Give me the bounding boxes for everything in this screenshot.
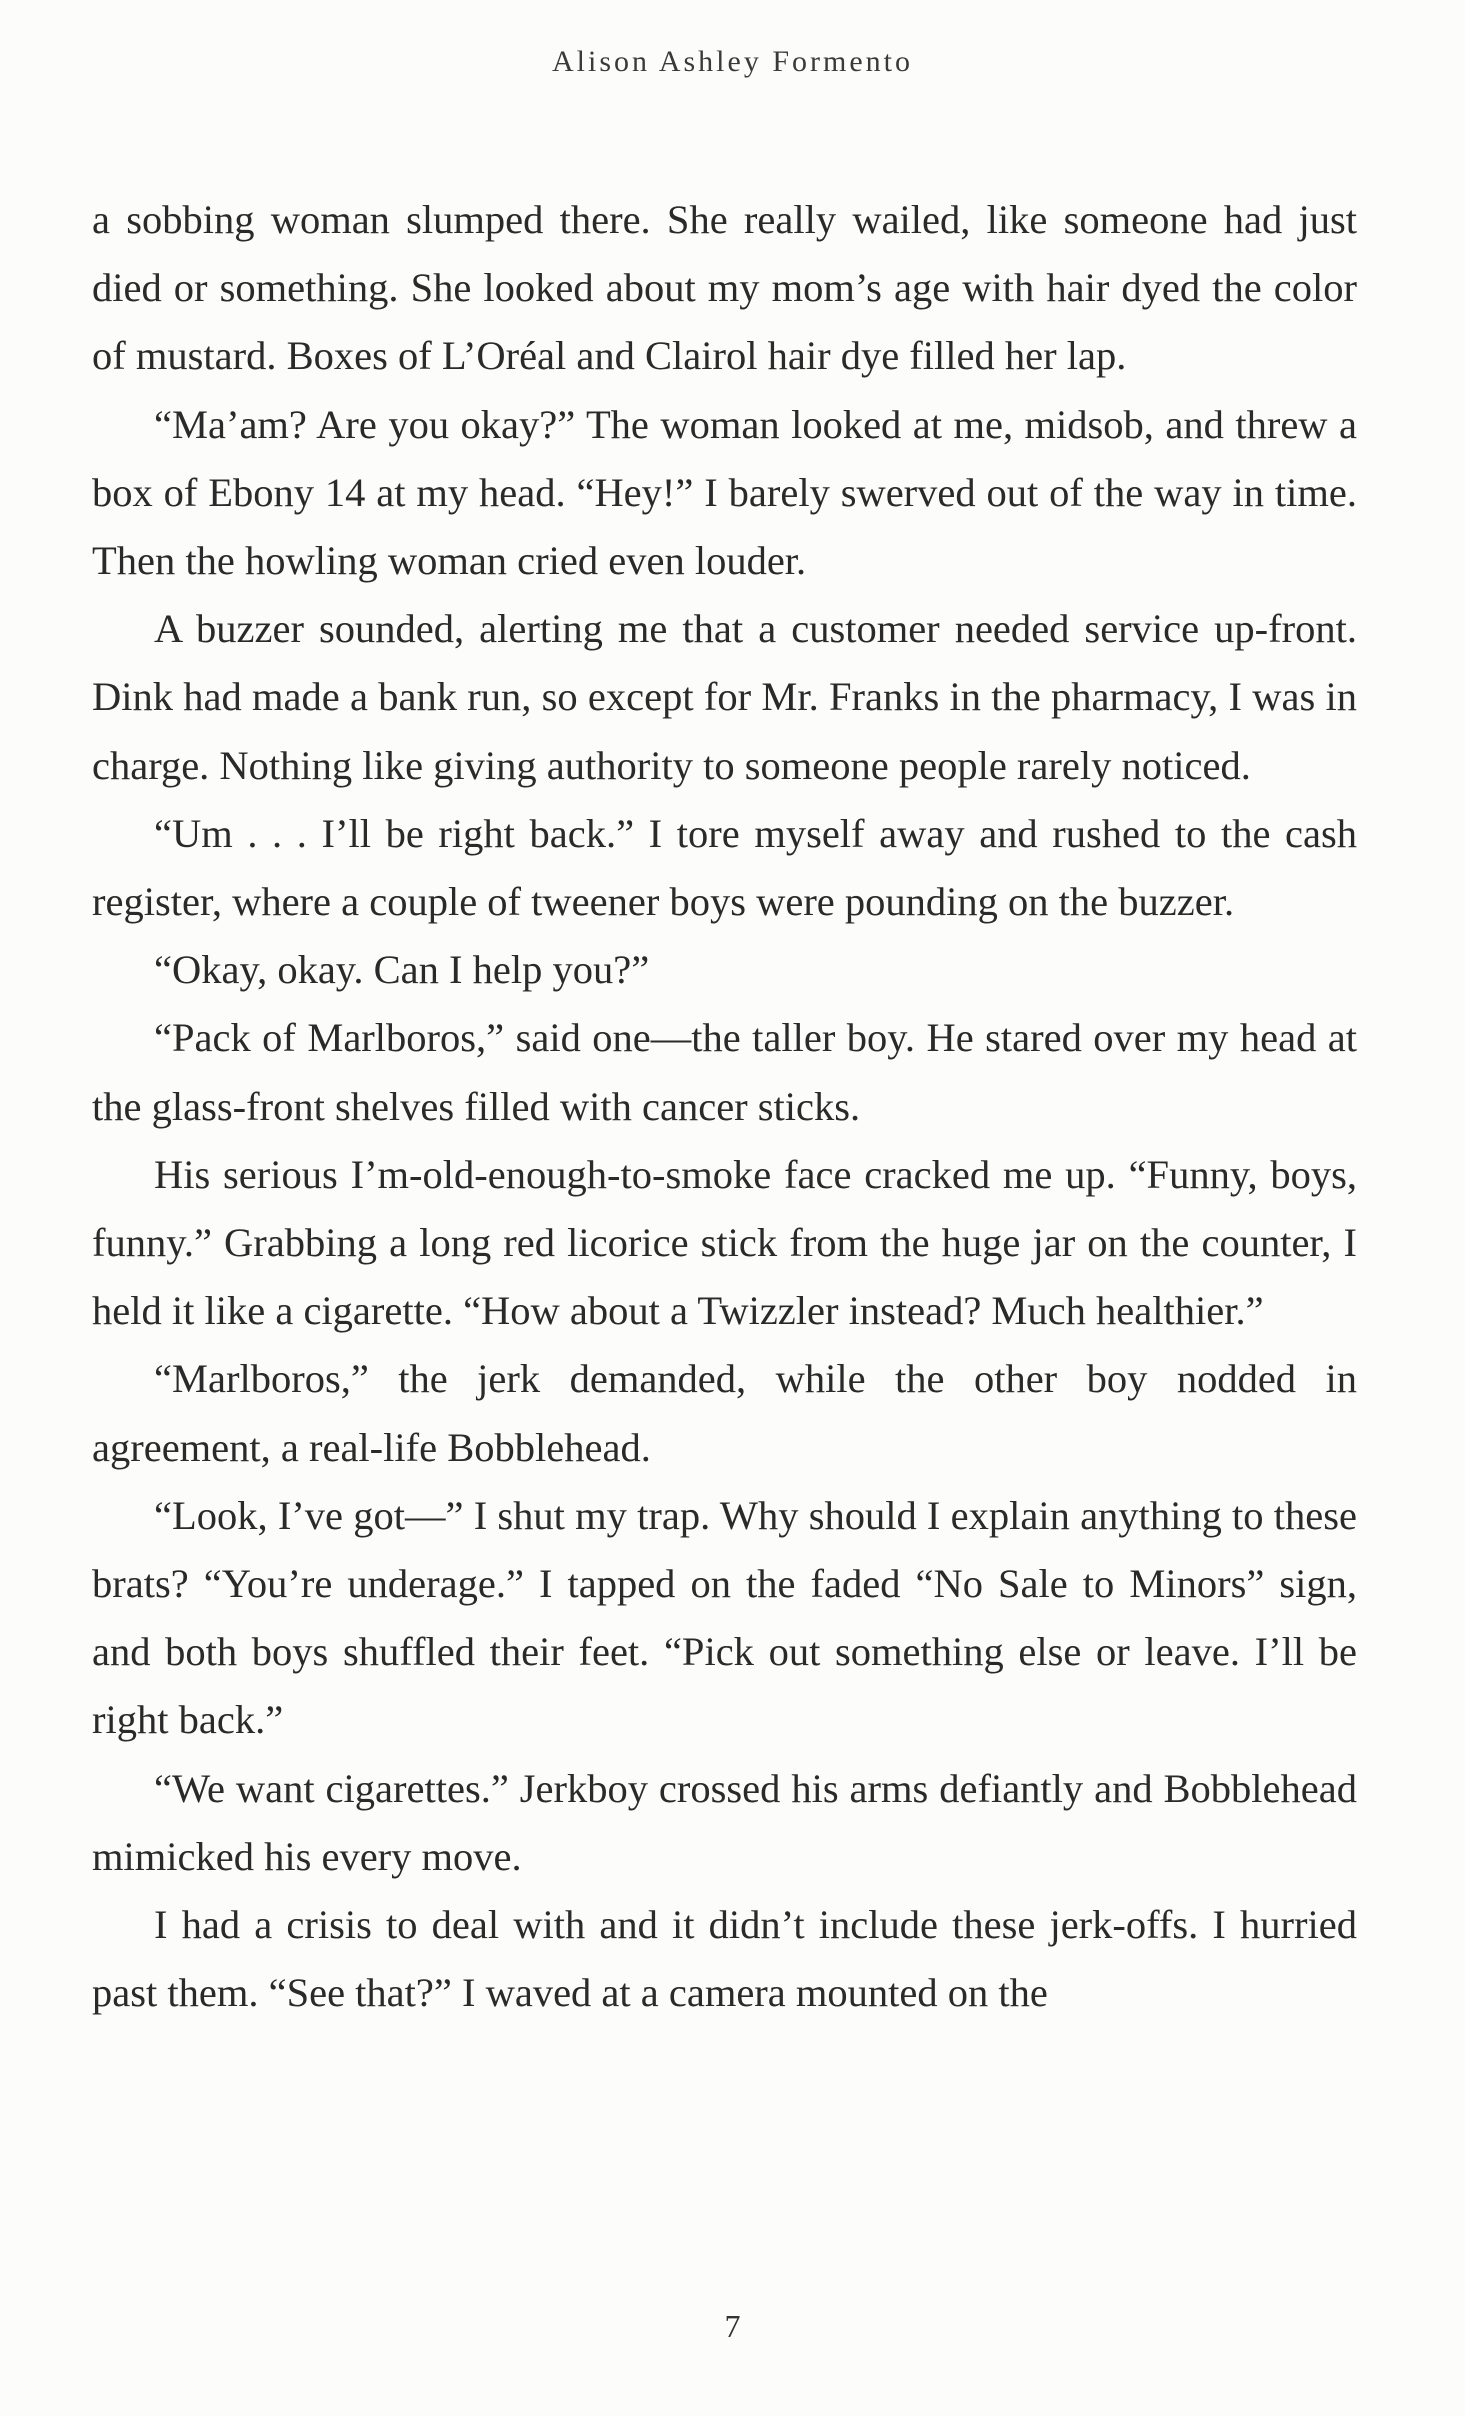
paragraph-9: “Look, I’ve got—” I shut my trap. Why should I explain anything to these brats? “You’re underage.” I tapped on the faded “No Sale to Minors” sign, and both boys shuffled their feet. “Pick out something else or leave. I’ll be right back.”	[92, 1492, 1357, 1743]
paragraph-4: “Um . . . I’ll be right back.” I tore myself away and rushed to the cash register, where a couple of tweener boys were pounding on the buzzer.	[92, 810, 1357, 925]
body-text	[92, 186, 1357, 2027]
paragraph-1: a sobbing woman slumped there. She really wailed, like someone had just died or something. She looked about my mom’s age with hair dyed the color of mustard. Boxes of L’Oréal and Clairol hair dye filled her lap.	[92, 197, 1357, 379]
paragraph-8: “Marlboros,” the jerk demanded, while the other boy nodded in agreement, a real-life Bobblehead.	[92, 1356, 1357, 1470]
running-head-author: Alison Ashley Formento	[551, 45, 913, 78]
paragraph-5: “Okay, okay. Can I help you?”	[154, 947, 650, 993]
page-number: 7	[724, 2308, 741, 2344]
paragraph-11: I had a crisis to deal with and it didn’t include these jerk-offs. I hurried past them. “See that?” I waved at a camera mounted on the	[92, 1902, 1357, 2016]
paragraph-2: “Ma’am? Are you okay?” The woman looked at me, midsob, and threw a box of Ebony 14 at my head. “Hey!” I barely swerved out of the way in time. Then the howling woman cried even louder.	[92, 401, 1357, 584]
paragraph-10: “We want cigarettes.” Jerkboy crossed his arms defiantly and Bobblehead mimicked his every move.	[92, 1765, 1357, 1879]
paragraph-7: His serious I’m-old-enough-to-smoke face cracked me up. “Funny, boys, funny.” Grabbing a long red licorice stick from the huge jar on the counter, I held it like a cigarette. “How about a Twizzler instead? Much healthier.”	[92, 1151, 1357, 1334]
paragraph-6: “Pack of Marlboros,” said one—the taller boy. He stared over my head at the glass-front shelves filled with cancer sticks.	[92, 1015, 1357, 1129]
paragraph-3: A buzzer sounded, alerting me that a customer needed service up-front. Dink had made a bank run, so except for Mr. Franks in the pharmacy, I was in charge. Nothing like giving authority to someone people rarely noticed.	[92, 606, 1357, 788]
